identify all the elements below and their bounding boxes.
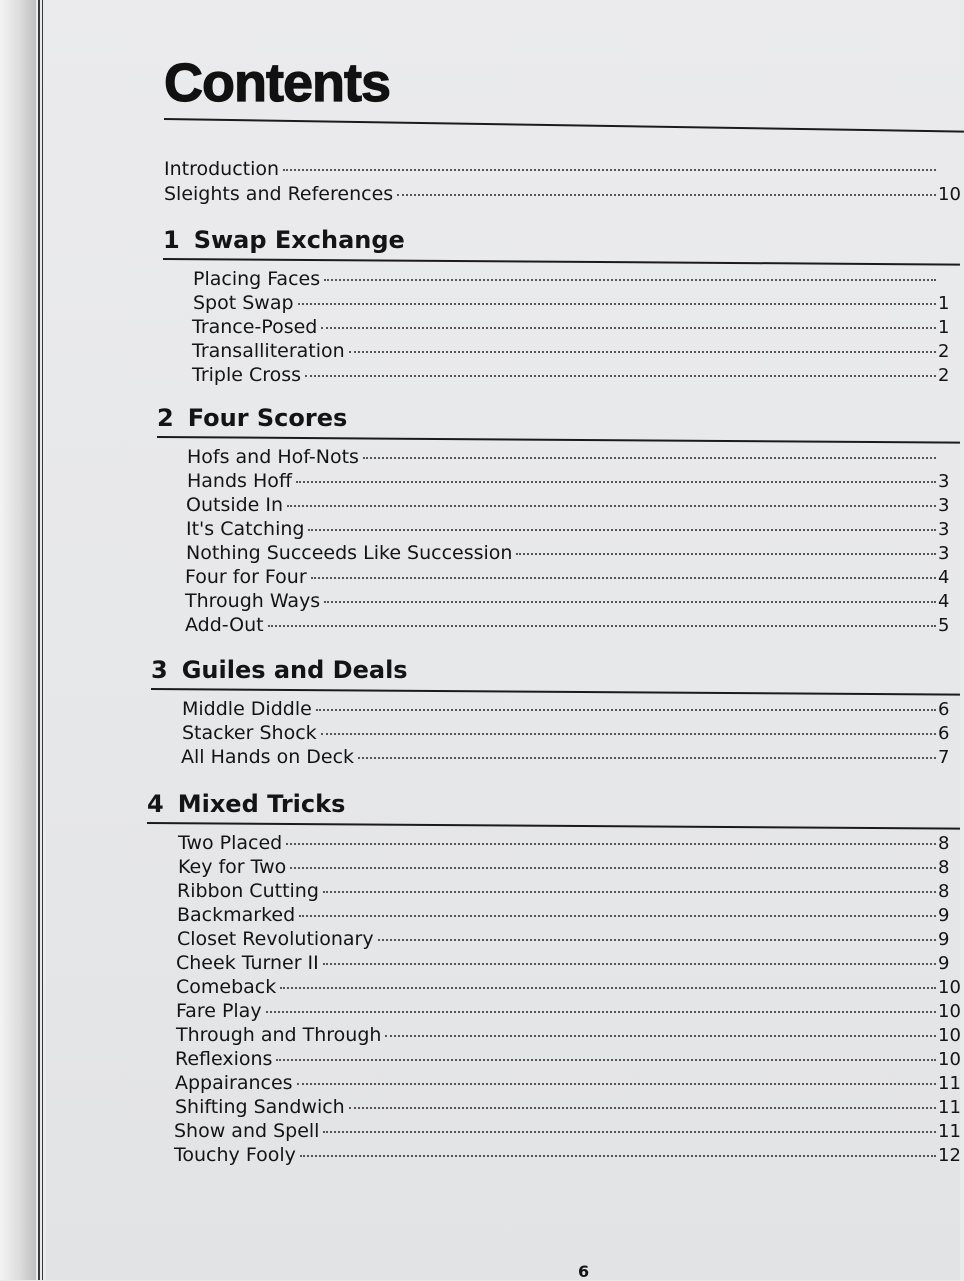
entry-title: Introduction <box>164 158 280 180</box>
entry-page-number: 10 <box>938 977 961 998</box>
dot-leader <box>358 757 936 759</box>
toc-entry <box>175 1072 961 1096</box>
dot-leader <box>349 1107 936 1109</box>
entry-page-number: 1 <box>938 317 950 338</box>
chapter-title: Four Scores <box>187 404 348 432</box>
chapter-title: Mixed Tricks <box>177 790 346 818</box>
entry-page-number: 6 <box>938 723 950 744</box>
toc-entry <box>193 268 952 292</box>
entry-page-number: 10 <box>938 1025 961 1046</box>
toc-entry <box>186 542 952 566</box>
page-number: 6 <box>578 1262 590 1281</box>
chapter-heading <box>163 226 405 254</box>
entry-page-number: 9 <box>938 929 950 950</box>
entry-title: Fare Play <box>176 1000 262 1022</box>
toc-entry <box>192 340 952 364</box>
dot-leader <box>287 505 936 507</box>
toc-entry <box>178 856 952 880</box>
toc-entry <box>164 158 952 182</box>
entry-title: Triple Cross <box>192 364 302 386</box>
dot-leader <box>290 867 936 869</box>
entry-title: Cheek Turner II <box>176 952 319 974</box>
dot-leader <box>349 351 936 353</box>
toc-entry <box>186 518 952 542</box>
toc-entry <box>177 904 952 928</box>
dot-leader <box>363 457 936 459</box>
entry-page-number: 10 <box>938 184 961 205</box>
toc-entry <box>175 1048 961 1072</box>
dot-leader <box>298 303 936 305</box>
page-title: Contents <box>164 53 390 113</box>
entry-page-number: 3 <box>938 471 950 492</box>
dot-leader <box>300 1155 936 1157</box>
entry-title: Outside In <box>186 494 284 516</box>
dot-leader <box>276 1059 936 1061</box>
chapter-number: 1 <box>163 226 180 254</box>
toc-entry <box>176 1000 961 1024</box>
chapter-heading <box>157 404 347 432</box>
entry-title: Ribbon Cutting <box>177 880 319 902</box>
entry-title: Shifting Sandwich <box>175 1096 345 1118</box>
entry-title: Spot Swap <box>193 292 294 314</box>
entry-page-number: 8 <box>938 881 950 902</box>
dot-leader <box>299 915 936 917</box>
entry-page-number: 10 <box>938 1049 961 1070</box>
entry-title: Transalliteration <box>192 340 345 362</box>
toc-entry <box>178 832 952 856</box>
page-edge-line <box>38 0 40 1280</box>
entry-title: Placing Faces <box>193 268 321 290</box>
toc-entry <box>176 952 952 976</box>
chapter-title: Guiles and Deals <box>181 656 408 684</box>
entry-title: Through Ways <box>185 590 321 612</box>
dot-leader <box>323 1131 936 1133</box>
dot-leader <box>378 939 936 941</box>
toc-entry <box>176 976 961 1000</box>
toc-entry <box>177 880 952 904</box>
entry-title: Add-Out <box>185 614 264 636</box>
chapter-title: Swap Exchange <box>193 226 405 254</box>
dot-leader <box>296 481 936 483</box>
dot-leader <box>280 987 936 989</box>
toc-entry <box>185 614 952 638</box>
chapter-number: 4 <box>147 790 164 818</box>
entry-title: Nothing Succeeds Like Succession <box>186 542 513 564</box>
dot-leader <box>324 279 936 281</box>
toc-entry <box>181 746 952 770</box>
dot-leader <box>321 733 936 735</box>
entry-title: Appairances <box>175 1072 293 1094</box>
dot-leader <box>308 529 936 531</box>
entry-page-number: 11 <box>938 1073 961 1094</box>
entry-title: Stacker Shock <box>182 722 317 744</box>
entry-title: Four for Four <box>185 566 307 588</box>
entry-page-number: 2 <box>938 365 950 386</box>
entry-title: Closet Revolutionary <box>177 928 374 950</box>
entry-page-number: 12 <box>938 1145 961 1166</box>
dot-leader <box>316 709 936 711</box>
entry-page-number: 3 <box>938 543 950 564</box>
entry-page-number: 4 <box>938 567 950 588</box>
entry-page-number: 3 <box>938 519 950 540</box>
entry-title: Backmarked <box>177 904 296 926</box>
entry-page-number: 11 <box>938 1121 961 1142</box>
toc-entry <box>192 364 952 388</box>
entry-page-number: 9 <box>938 905 950 926</box>
dot-leader <box>323 963 936 965</box>
toc-entry <box>186 494 952 518</box>
book-spine <box>0 0 36 1280</box>
entry-title: Through and Through <box>176 1024 382 1046</box>
toc-entry <box>174 1144 961 1168</box>
dot-leader <box>268 625 936 627</box>
chapter-heading <box>147 790 345 818</box>
page-edge-line <box>42 0 43 1280</box>
toc-entry <box>177 928 952 952</box>
toc-entry <box>182 722 952 746</box>
dot-leader <box>397 194 936 196</box>
entry-page-number: 8 <box>938 833 950 854</box>
chapter-heading <box>151 656 408 684</box>
entry-title: Reflexions <box>175 1048 273 1070</box>
dot-leader <box>305 375 936 377</box>
entry-title: Show and Spell <box>174 1120 320 1142</box>
chapter-number: 2 <box>157 404 174 432</box>
toc-entry <box>182 698 952 722</box>
chapter-number: 3 <box>151 656 168 684</box>
entry-title: It's Catching <box>186 518 305 540</box>
entry-page-number: 8 <box>938 857 950 878</box>
toc-entry <box>164 183 961 207</box>
entry-page-number: 1 <box>938 293 950 314</box>
dot-leader <box>516 553 936 555</box>
toc-entry <box>193 292 952 316</box>
entry-page-number: 7 <box>938 747 950 768</box>
entry-page-number: 6 <box>938 699 950 720</box>
toc-entry <box>175 1096 961 1120</box>
toc-entry <box>174 1120 961 1144</box>
entry-title: All Hands on Deck <box>181 746 355 768</box>
entry-page-number: 11 <box>938 1097 961 1118</box>
dot-leader <box>311 577 936 579</box>
dot-leader <box>297 1083 936 1085</box>
entry-title: Touchy Fooly <box>174 1144 296 1166</box>
dot-leader <box>323 891 936 893</box>
entry-page-number: 9 <box>938 953 950 974</box>
dot-leader <box>266 1011 936 1013</box>
entry-page-number: 4 <box>938 591 950 612</box>
dot-leader <box>321 327 936 329</box>
toc-entry <box>185 566 952 590</box>
entry-page-number: 2 <box>938 341 950 362</box>
entry-page-number: 3 <box>938 495 950 516</box>
toc-entry <box>192 316 952 340</box>
toc-entry <box>187 446 952 470</box>
entry-title: Hands Hoff <box>187 470 292 492</box>
toc-entry <box>176 1024 961 1048</box>
dot-leader <box>385 1035 936 1037</box>
entry-title: Comeback <box>176 976 277 998</box>
dot-leader <box>324 601 936 603</box>
entry-title: Hofs and Hof-Nots <box>187 446 359 468</box>
entry-title: Key for Two <box>178 856 287 878</box>
entry-title: Sleights and References <box>164 183 394 205</box>
entry-page-number: 5 <box>938 615 950 636</box>
toc-entry <box>187 470 952 494</box>
entry-title: Trance-Posed <box>192 316 318 338</box>
dot-leader <box>286 843 936 845</box>
entry-title: Two Placed <box>178 832 283 854</box>
dot-leader <box>283 169 936 171</box>
entry-page-number: 10 <box>938 1001 961 1022</box>
toc-entry <box>185 590 952 614</box>
entry-title: Middle Diddle <box>182 698 312 720</box>
